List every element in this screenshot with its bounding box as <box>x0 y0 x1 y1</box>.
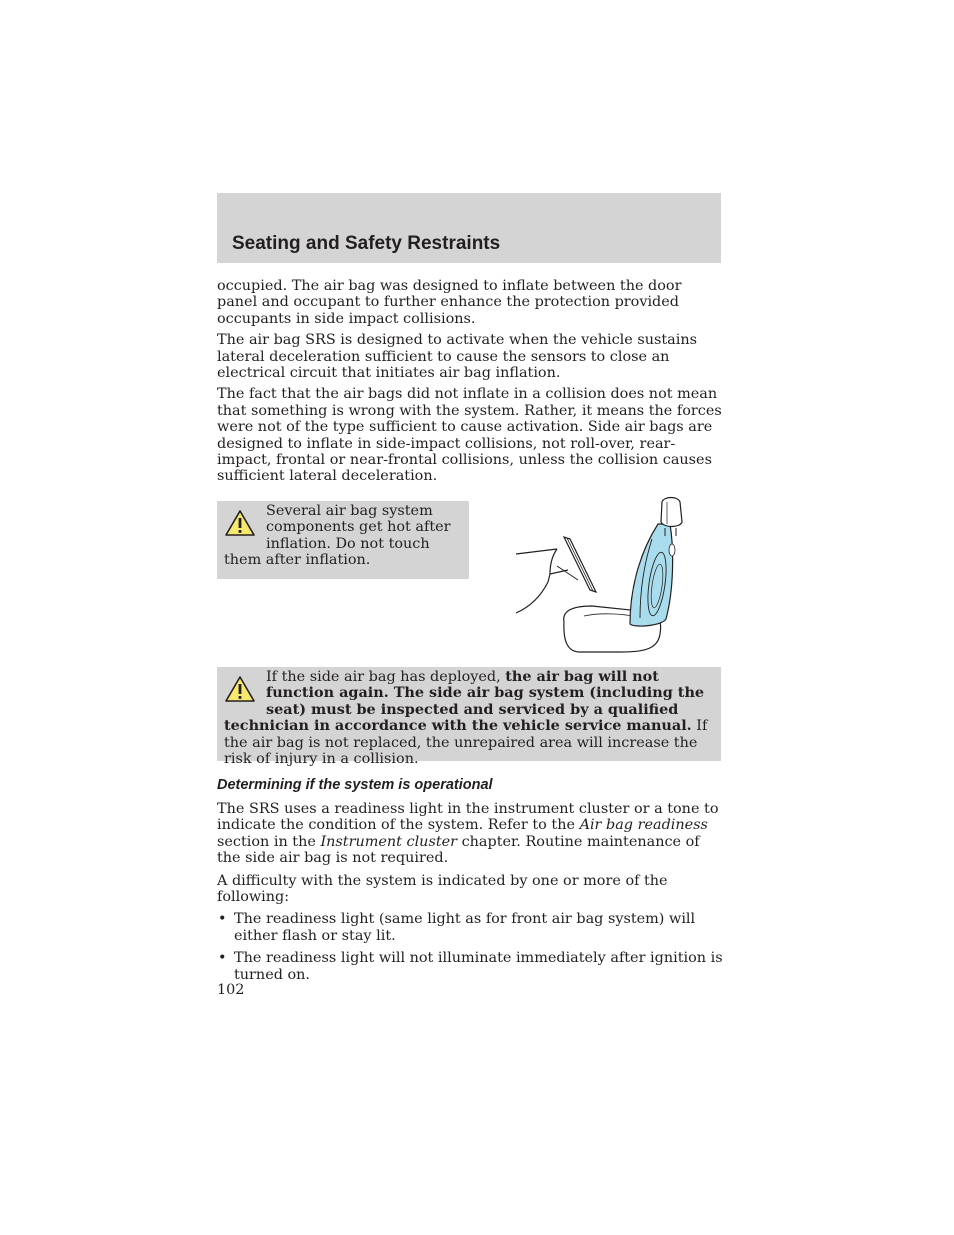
list-item-text: The readiness light will not illuminate immediately after ignition is turned on. <box>234 950 723 983</box>
intro-text <box>217 278 723 485</box>
text-span: The SRS uses a readiness light in the instrument cluster or a tone to indicate the condition of the system. Refer to the <box>217 801 719 834</box>
paragraph-readiness <box>217 801 723 867</box>
reference-instrument-cluster: Instrument cluster <box>320 833 458 850</box>
list-item <box>217 950 723 983</box>
paragraph: occupied. The air bag was designed to inflate between the door panel and occupant to further enhance the protection provided occupants in side impact collisions. <box>217 278 682 327</box>
warning-text-outro: If the air bag is not replaced, the unrepaired area will increase the risk of injury in a collision. <box>224 718 708 768</box>
reference-air-bag-readiness: Air bag readiness <box>579 817 708 834</box>
warning-text-emphasis: the air bag will not function again. The side air bag system (including the seat) must be inspected and serviced by a qualified technician in accordance with the vehicle service manual. <box>224 668 705 735</box>
page-number: 102 <box>217 982 245 998</box>
seat-side-airbag-illustration <box>512 494 687 656</box>
subsection-heading: Determining if the system is operational <box>217 777 493 793</box>
warning-triangle-icon <box>224 509 256 537</box>
section-title: Seating and Safety Restraints <box>232 233 501 254</box>
warning-box-deployed-airbag <box>217 667 721 768</box>
warning-text-intro: If the side air bag has deployed, <box>266 669 506 685</box>
warning-triangle-icon <box>224 675 256 703</box>
bullet-list <box>217 911 723 983</box>
section-header <box>217 193 721 263</box>
list-item-text: The readiness light (same light as for front air bag system) will either flash or stay lit. <box>234 911 696 944</box>
paragraph: The fact that the air bags did not inflate in a collision does not mean that something is wrong with the system. Rather, it means the forces were not of the type sufficient to cause activation. Side air bags are designed to inflate in side-impact collisions, not roll-over, rear-impact, frontal or near-frontal collisions, unless the collision causes sufficient lateral deceleration. <box>217 386 722 485</box>
text-span: chapter. Routine maintenance of the side air bag is not required. <box>217 833 700 867</box>
paragraph: The air bag SRS is designed to activate when the vehicle sustains lateral deceleration sufficient to cause the sensors to close an electrical circuit that initiates air bag inflation. <box>217 332 697 382</box>
bullet-icon: • <box>218 950 227 967</box>
bullet-icon: • <box>218 911 227 928</box>
operational-text <box>217 801 723 989</box>
text-span: section in the <box>217 833 321 850</box>
warning-box-hot-components <box>217 501 469 579</box>
list-item <box>217 911 723 944</box>
paragraph-difficulty: A difficulty with the system is indicated by one or more of the following: <box>217 872 668 906</box>
warning-text: Several air bag system components get hot after inflation. Do not touch them after inflation. <box>224 503 451 569</box>
